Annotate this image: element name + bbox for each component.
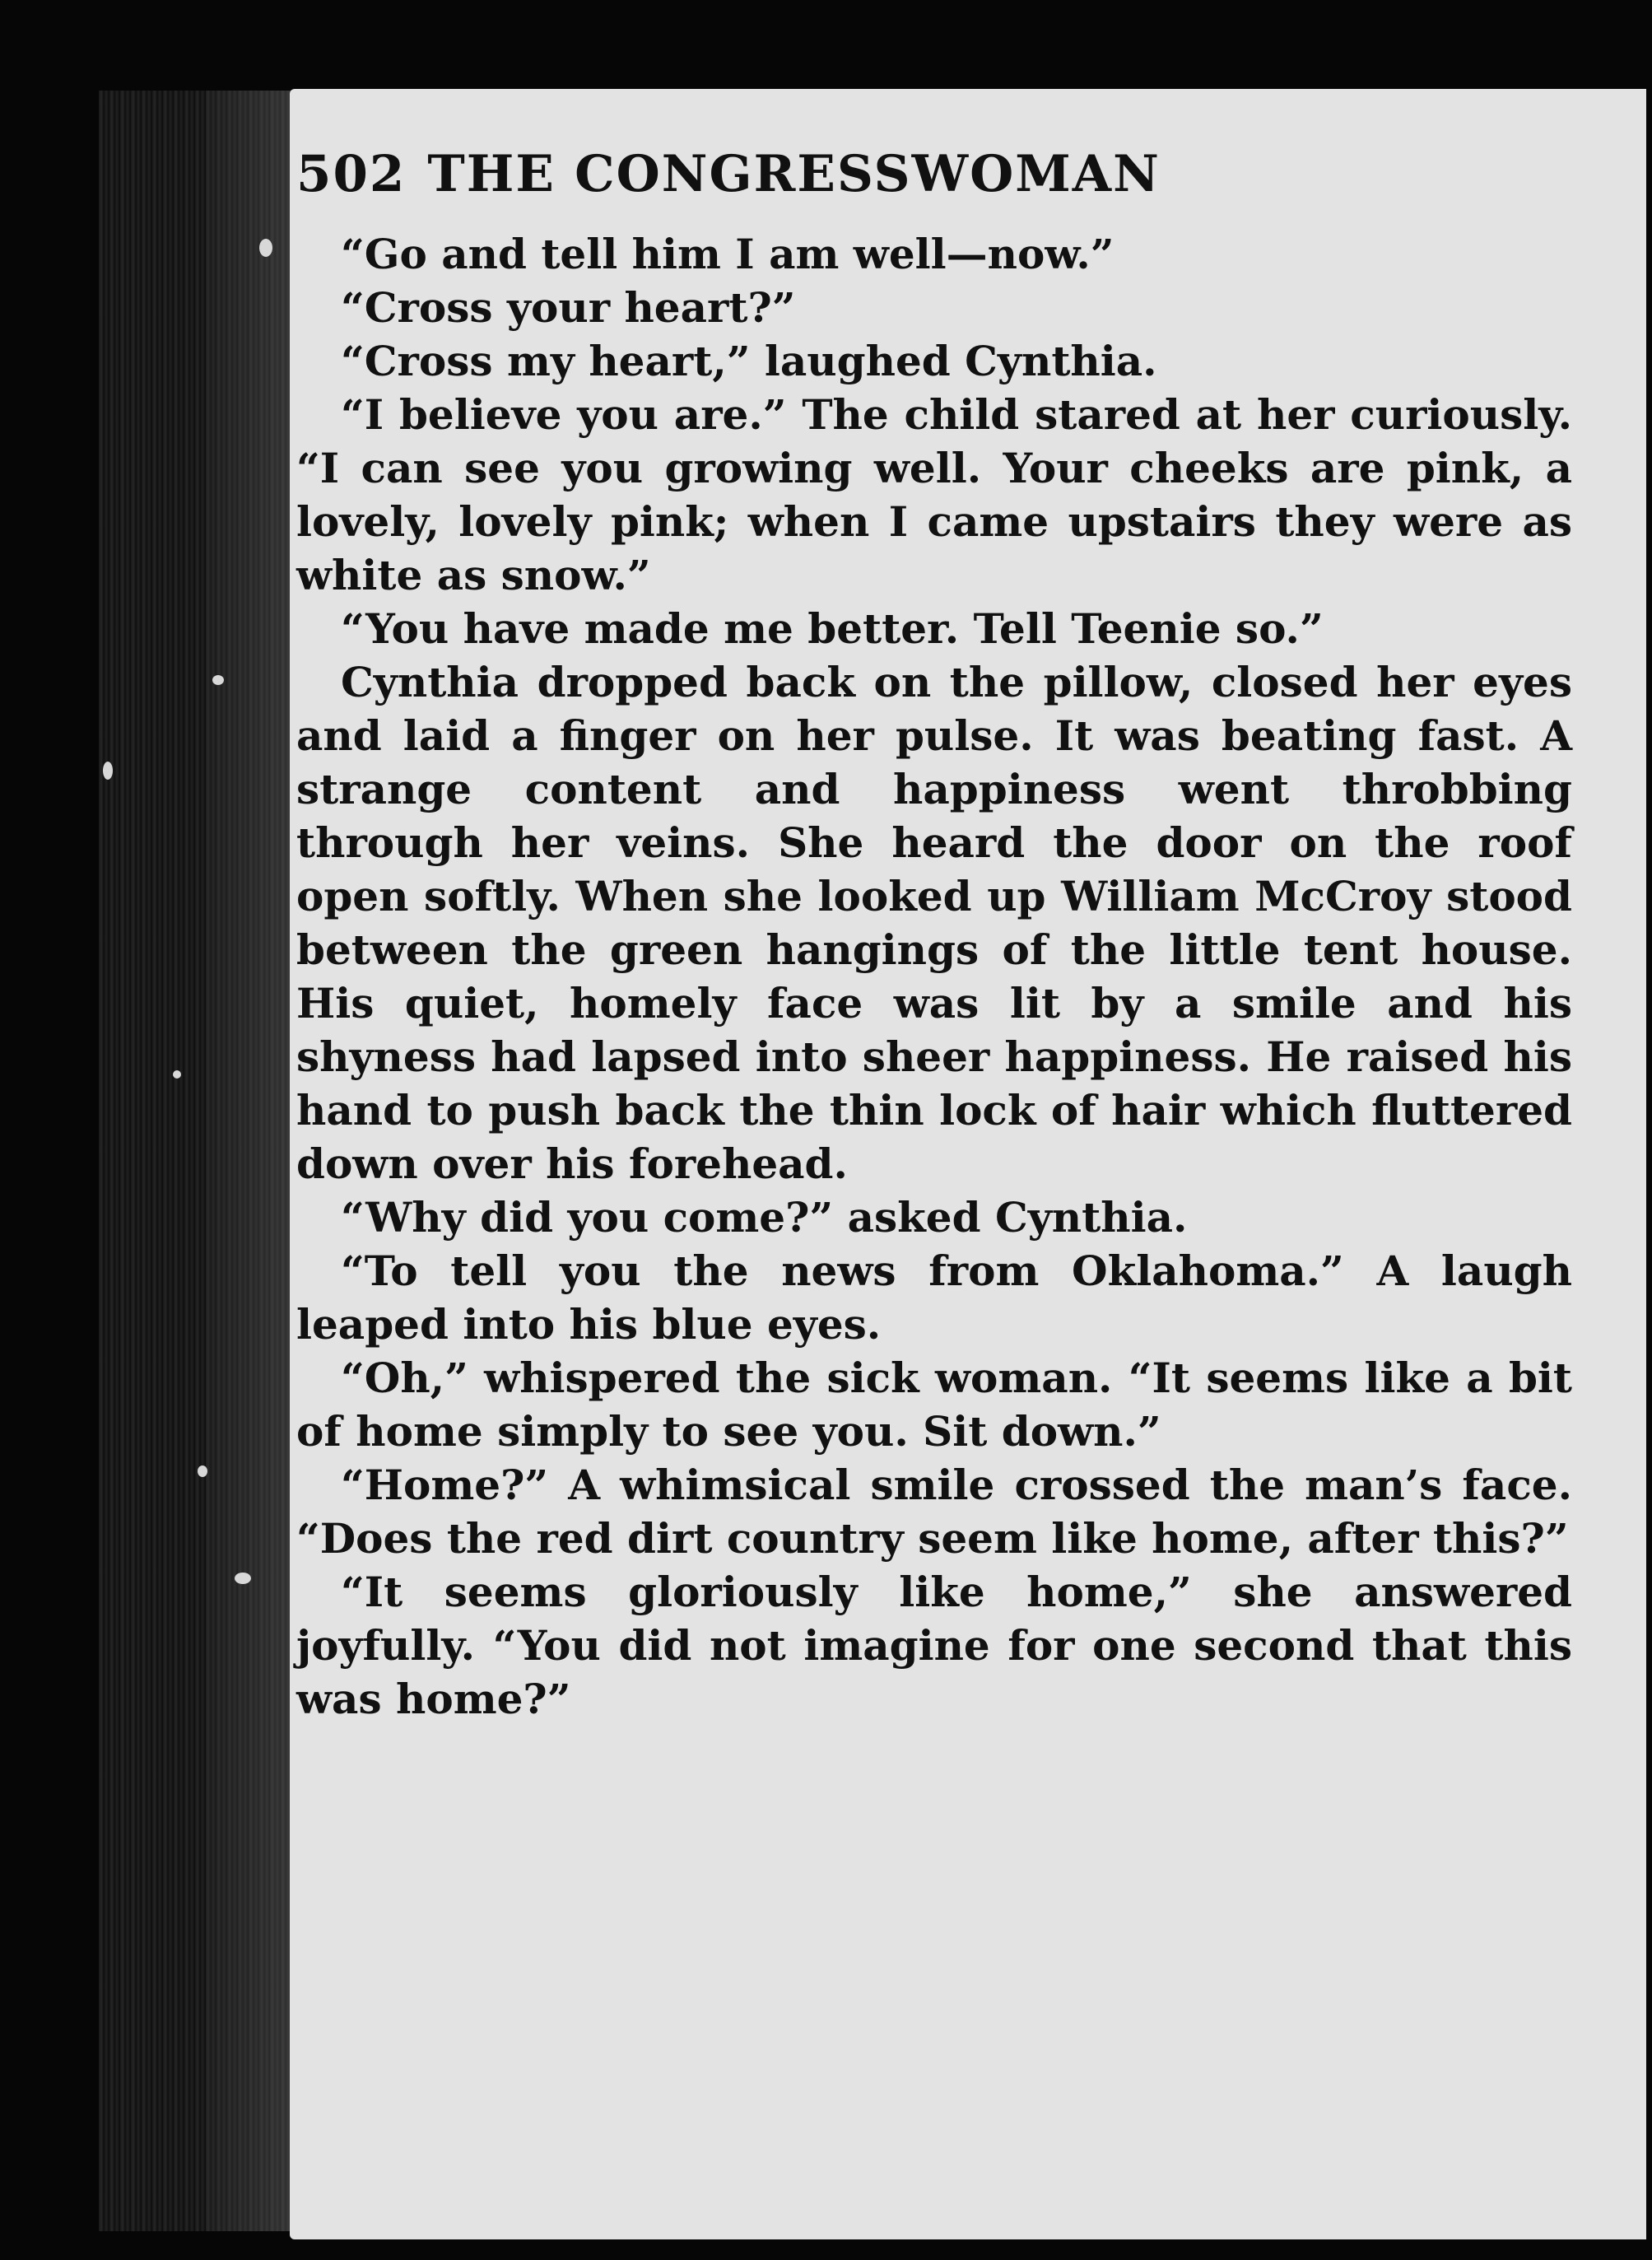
paragraph: “Oh,” whispered the sick woman. “It seems like a bit of home simply to see you. Sit down.” [296, 1354, 1572, 1456]
page-text [296, 142, 1572, 1726]
paragraph: “It seems gloriously like home,” she answered joyfully. “You did not imagine for one second that this was home?” [296, 1568, 1572, 1723]
book-title: THE CONGRESSWOMAN [427, 145, 1161, 203]
running-head [296, 142, 1572, 227]
scan-speck [235, 1573, 251, 1584]
paragraph: “You have made me better. Tell Teenie so.” [341, 604, 1324, 653]
paragraph: Cynthia dropped back on the pillow, closed her eyes and laid a finger on her pulse. It was beating fast. A strange content and happiness went throbbing through her veins. She heard the door on the roof open softly. When she looked up William McCroy stood between the green hangings of the little tent house. His quiet, homely face was lit by a smile and his shyness had lapsed into sheer happiness. He raised his hand to push back the thin lock of hair which fluttered down over his forehead. [296, 658, 1572, 1188]
paragraph: “Go and tell him I am well—now.” [341, 230, 1115, 278]
paragraph: “Home?” A whimsical smile crossed the man’s face. “Does the red dirt country seem like home, after this?” [296, 1461, 1572, 1563]
binding-edge [206, 91, 292, 2231]
paragraph: “Cross my heart,” laughed Cynthia. [341, 337, 1157, 385]
scan-speck [259, 239, 272, 257]
paragraph: “Why did you come?” asked Cynthia. [341, 1193, 1188, 1242]
paragraph: “To tell you the news from Oklahoma.” A laugh leaped into his blue eyes. [296, 1246, 1572, 1349]
paragraph: “Cross your heart?” [341, 283, 796, 332]
scan-speck [212, 675, 224, 685]
paragraph: “I believe you are.” The child stared at her curiously. “I can see you growing well. Your cheeks are pink, a lovely, lovely pink; when I came upstairs they were as white as snow.” [296, 390, 1572, 599]
scan-speck [103, 762, 113, 780]
scan-speck [198, 1466, 207, 1477]
scan-speck [173, 1070, 181, 1079]
page-number: 502 [296, 145, 407, 203]
